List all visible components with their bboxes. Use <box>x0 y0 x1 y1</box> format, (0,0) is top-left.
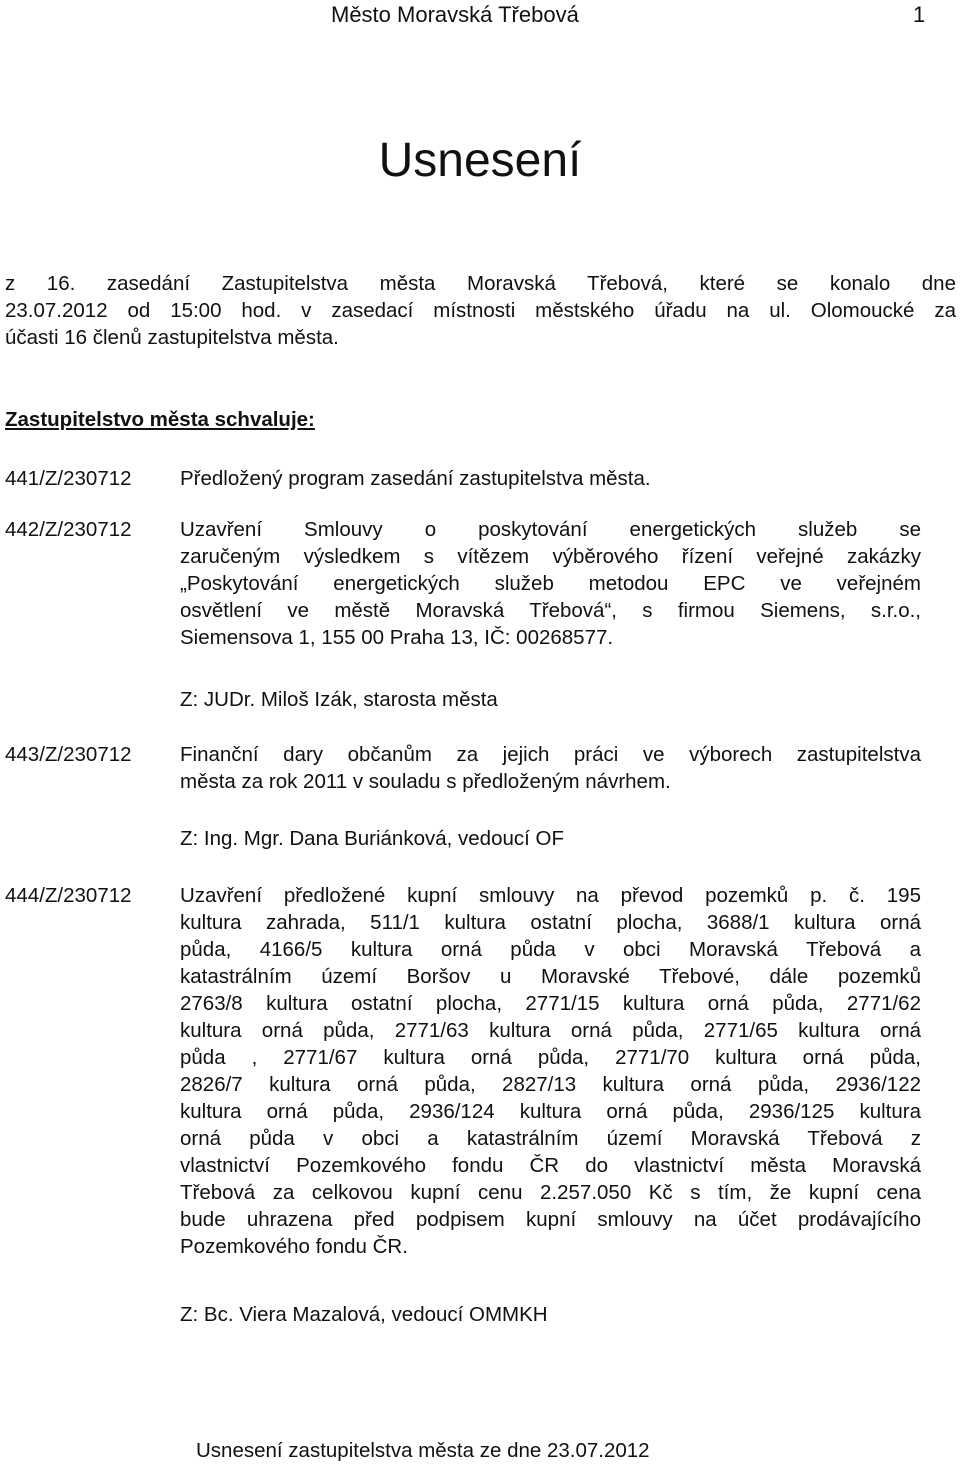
resolution-line: 2826/7 kultura orná půda, 2827/13 kultura orná půda, 2936/122 <box>180 1073 921 1096</box>
resolution-line: Pozemkového fondu ČR. <box>180 1235 408 1258</box>
resolution-line: kultura zahrada, 511/1 kultura ostatní plocha, 3688/1 kultura orná <box>180 911 921 934</box>
resolution-text <box>180 741 921 795</box>
resolution-number: 442/Z/230712 <box>5 518 132 541</box>
page-header <box>0 0 960 36</box>
resolution-line: orná půda v obci a katastrálním území Moravská Třebová z <box>180 1127 921 1150</box>
resolution-line: „Poskytování energetických služeb metodou EPC ve veřejném <box>180 572 921 595</box>
resolution-line: Třebová za celkovou kupní cenu 2.257.050 Kč s tím, že kupní cena <box>180 1181 921 1204</box>
resolution-line: zaručeným výsledkem s vítězem výběrového řízení veřejné zakázky <box>180 545 921 568</box>
document-title: Usnesení <box>378 134 582 187</box>
intro-line: účasti 16 členů zastupitelstva města. <box>5 326 339 349</box>
resolution-line: Uzavření Smlouvy o poskytování energetických služeb se <box>180 518 921 541</box>
resolution-line: 2763/8 kultura ostatní plocha, 2771/15 kultura orná půda, 2771/62 <box>180 992 921 1015</box>
resolution-line: města za rok 2011 v souladu s předloženým návrhem. <box>180 770 671 793</box>
section-heading: Zastupitelstvo města schvaluje: <box>5 408 315 431</box>
resolution-number: 441/Z/230712 <box>5 467 132 490</box>
resolution-line: Uzavření předložené kupní smlouvy na převod pozemků p. č. 195 <box>180 884 921 907</box>
page-footer: Usnesení zastupitelstva města ze dne 23.07.2012 <box>196 1439 650 1462</box>
resolution-text <box>180 882 921 1260</box>
resolution-line: osvětlení ve městě Moravská Třebová“, s firmou Siemens, s.r.o., <box>180 599 921 622</box>
resolution-number: 443/Z/230712 <box>5 743 132 766</box>
responsible-person: Z: Ing. Mgr. Dana Buriánková, vedoucí OF <box>180 827 564 850</box>
responsible-person: Z: Bc. Viera Mazalová, vedoucí OMMKH <box>180 1303 548 1326</box>
resolution-line: kultura orná půda, 2771/63 kultura orná půda, 2771/65 kultura orná <box>180 1019 921 1042</box>
resolution-line: Předložený program zasedání zastupitelstva města. <box>180 467 651 490</box>
resolution-line: půda , 2771/67 kultura orná půda, 2771/70 kultura orná půda, <box>180 1046 921 1069</box>
resolution-line: Finanční dary občanům za jejich práci ve výborech zastupitelstva <box>180 743 921 766</box>
resolution-text <box>180 465 921 492</box>
intro-line: z 16. zasedání Zastupitelstva města Moravská Třebová, které se konalo dne <box>5 272 956 295</box>
page-number: 1 <box>913 2 926 27</box>
resolution-line: katastrálním území Boršov u Moravské Třebové, dále pozemků <box>180 965 921 988</box>
resolution-text <box>180 516 921 651</box>
header-title: Město Moravská Třebová <box>331 2 579 27</box>
resolution-line: Siemensova 1, 155 00 Praha 13, IČ: 00268577. <box>180 626 614 649</box>
resolution-line: půda, 4166/5 kultura orná půda v obci Moravská Třebová a <box>180 938 921 961</box>
resolution-line: bude uhrazena před podpisem kupní smlouvy na účet prodávajícího <box>180 1208 921 1231</box>
intro-paragraph <box>5 270 956 351</box>
responsible-person: Z: JUDr. Miloš Izák, starosta města <box>180 688 498 711</box>
intro-line: 23.07.2012 od 15:00 hod. v zasedací místnosti městského úřadu na ul. Olomoucké za <box>5 299 956 322</box>
resolution-line: kultura orná půda, 2936/124 kultura orná půda, 2936/125 kultura <box>180 1100 921 1123</box>
resolution-number: 444/Z/230712 <box>5 884 132 907</box>
resolution-line: vlastnictví Pozemkového fondu ČR do vlastnictví města Moravská <box>180 1154 921 1177</box>
